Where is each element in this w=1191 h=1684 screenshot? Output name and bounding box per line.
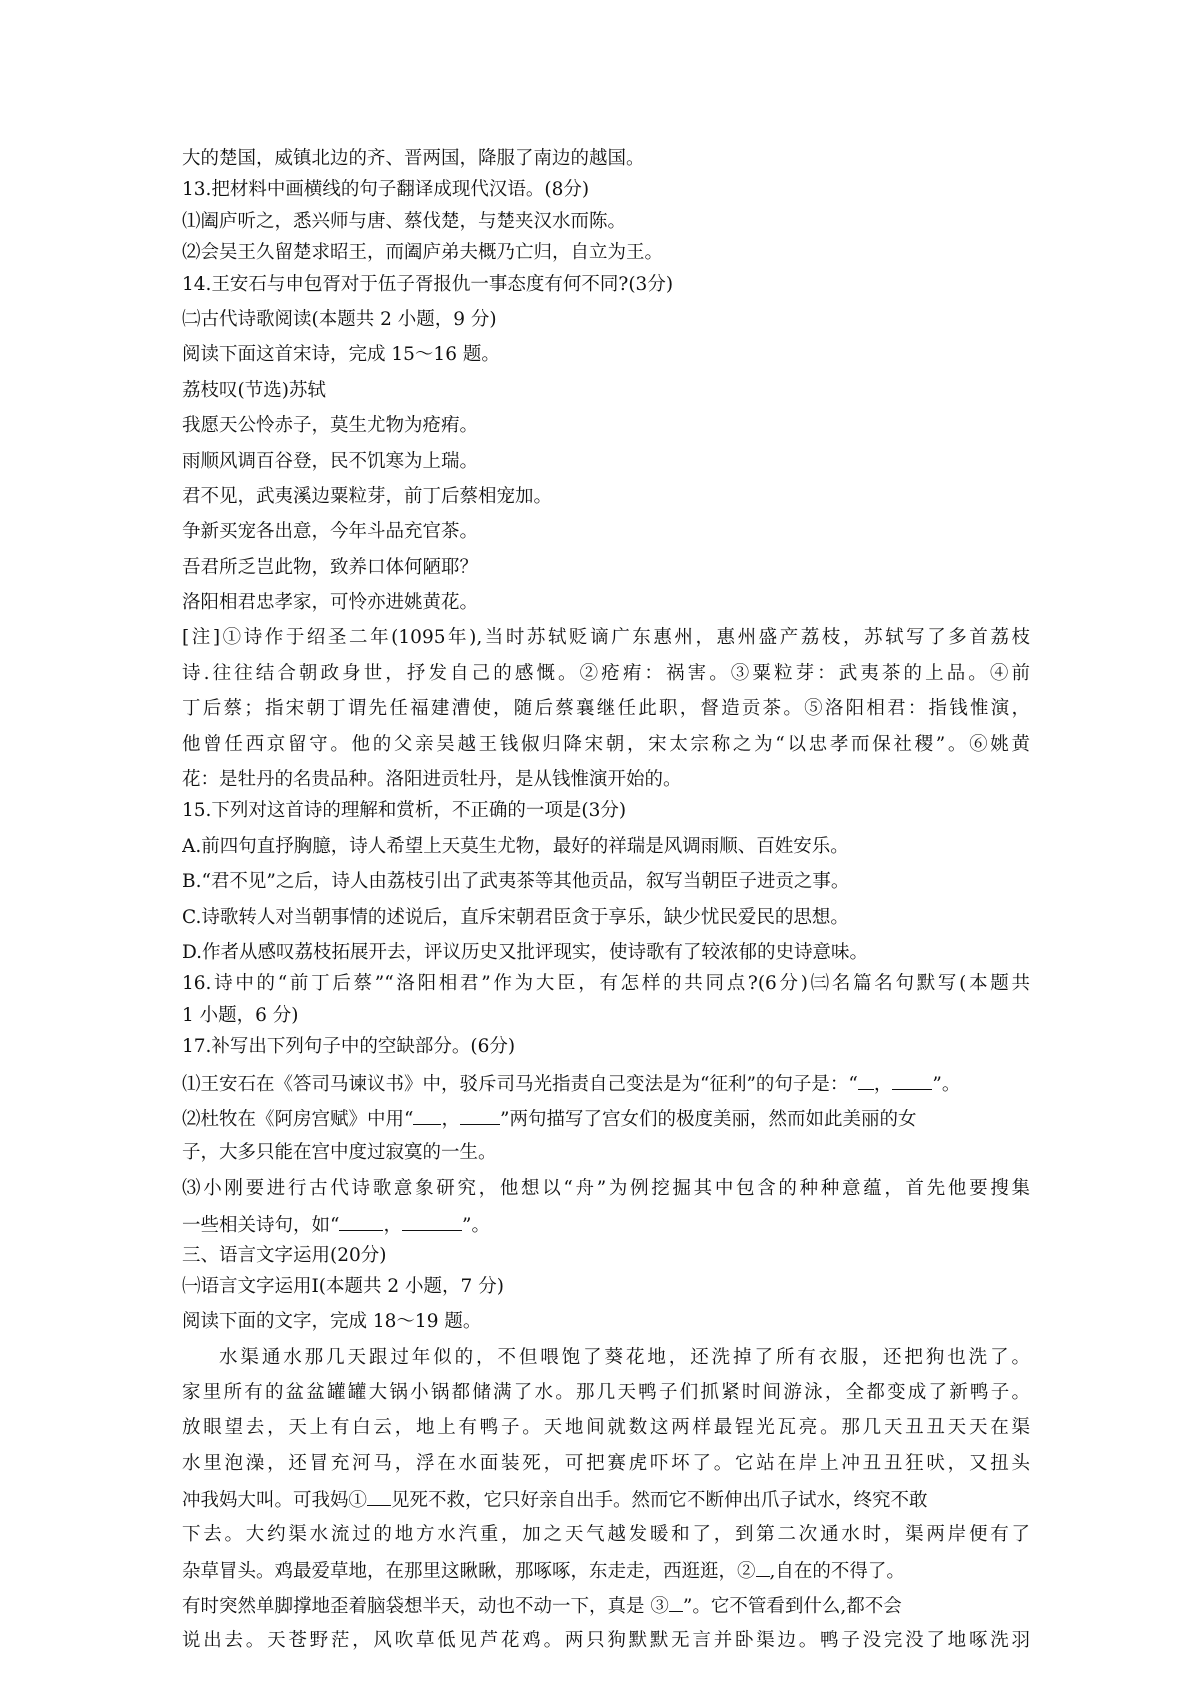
poem-note: [注]①诗作于绍圣二年(1095年),当时苏轼贬谪广东惠州，惠州盛产荔枝，苏轼写了多首荔枝 bbox=[182, 627, 1030, 649]
poem-title: 荔枝叹(节选)苏轼 bbox=[182, 379, 326, 401]
answer-blank[interactable] bbox=[402, 1208, 462, 1231]
passage-line: 水渠通水那几天跟过年似的，不但喂饱了葵花地，还洗掉了所有衣服，还把狗也洗了。 bbox=[219, 1346, 1030, 1368]
question-17-item-2: ⑵杜牧在《阿房宫赋》中用“ ， ”两句描写了宫女们的极度美丽，然而如此美丽的女 bbox=[182, 1102, 1030, 1133]
passage-line: 冲我妈大叫。可我妈① 见死不救，它只好亲自出手。然而它不断伸出爪子试水，终究不敢 bbox=[182, 1483, 1030, 1514]
passage-line: 放眼望去，天上有白云，地上有鸭子。天地间就数这两样最锃光瓦亮。那几天丑丑天天在渠 bbox=[182, 1417, 1030, 1439]
passage-line: 说出去。天苍野茫，风吹草低见芦花鸡。两只狗默默无言并卧渠边。鸭子没完没了地啄洗羽 bbox=[182, 1629, 1030, 1651]
poem-line: 吾君所乏岂此物，致养口体何陋耶？ bbox=[182, 556, 479, 578]
language-instruction: 阅读下面的文字，完成 18～19 题。 bbox=[182, 1311, 482, 1333]
answer-blank[interactable] bbox=[858, 1067, 874, 1090]
answer-blank[interactable] bbox=[339, 1208, 383, 1231]
question-13-item-2: ⑵会吴王久留楚求昭王，而阖庐弟夫概乃亡归，自立为王。 bbox=[182, 242, 664, 264]
question-17-item-2-cont: 子，大多只能在宫中度过寂寞的一生。 bbox=[182, 1142, 497, 1164]
passage-line: 家里所有的盆盆罐罐大锅小锅都储满了水。那几天鸭子们抓紧时间游泳，全都变成了新鸭子。 bbox=[182, 1382, 1030, 1404]
answer-blank[interactable] bbox=[413, 1102, 441, 1125]
answer-blank[interactable] bbox=[460, 1102, 500, 1125]
question-17-item-1: ⑴王安石在《答司马谏议书》中，驳斥司马光指责自己变法是为“征利”的句子是：“ ， ”。 bbox=[182, 1067, 1030, 1098]
answer-blank[interactable] bbox=[756, 1554, 770, 1577]
passage-line: 杂草冒头。鸡最爱草地，在那里这瞅瞅，那啄啄，东走走，西逛逛，② ,自在的不得了。 bbox=[182, 1554, 1030, 1585]
passage-line: 水里泡澡，还冒充河马，浮在水面装死，可把赛虎吓坏了。它站在岸上冲丑丑狂吠，又扭头 bbox=[182, 1452, 1030, 1474]
poem-note: 诗.往往结合朝政身世，抒发自己的感慨。②疮痏：祸害。③粟粒芽：武夷茶的上品。④前 bbox=[182, 662, 1030, 684]
question-17-item-3-cont: 一些相关诗句，如“ ， ”。 bbox=[182, 1208, 1030, 1239]
passage-line: 下去。大约渠水流过的地方水汽重，加之天气越发暖和了，到第二次通水时，渠两岸便有了 bbox=[182, 1523, 1030, 1545]
answer-blank[interactable] bbox=[669, 1589, 683, 1612]
poem-line: 争新买宠各出意，今年斗品充官茶。 bbox=[182, 521, 479, 543]
text-line: 大的楚国，威镇北边的齐、晋两国，降服了南边的越国。 bbox=[182, 148, 645, 169]
passage-line: 有时突然单脚撑地歪着脑袋想半天，动也不动一下，真是 ③ ”。它不管看到什么,都不会 bbox=[182, 1589, 1030, 1620]
poem-line: 雨顺风调百谷登，民不饥寒为上瑞。 bbox=[182, 450, 479, 472]
question-14: 14.王安石与申包胥对于伍子胥报仇一事态度有何不同?(3分) bbox=[182, 273, 674, 295]
answer-blank[interactable] bbox=[367, 1483, 391, 1506]
question-16: 16.诗中的“前丁后蔡”“洛阳相君”作为大臣，有怎样的共同点?(6分)㈢名篇名句默写(本题共 bbox=[182, 973, 1030, 995]
poem-line: 君不见，武夷溪边粟粒芽，前丁后蔡相宠加。 bbox=[182, 485, 553, 507]
poem-note: 他曾任西京留守。他的父亲吴越王钱俶归降宋朝，宋太宗称之为“以忠孝而保社稷”。⑥姚黄 bbox=[182, 733, 1030, 755]
poem-note: 丁后蔡；指宋朝丁谓先任福建漕使，随后蔡襄继任此职，督造贡茶。⑤洛阳相君：指钱惟演， bbox=[182, 698, 1030, 720]
answer-blank[interactable] bbox=[892, 1067, 932, 1090]
option-a: A.前四句直抒胸臆，诗人希望上天莫生尤物，最好的祥瑞是风调雨顺、百姓安乐。 bbox=[182, 835, 849, 857]
text-column bbox=[182, 143, 1030, 1656]
poetry-instruction: 阅读下面这首宋诗，完成 15～16 题。 bbox=[182, 344, 500, 366]
question-17-item-3: ⑶小刚要进行古代诗歌意象研究，他想以“舟”为例挖掘其中包含的种种意蕴，首先他要搜集 bbox=[182, 1177, 1030, 1199]
option-b: B.“君不见”之后，诗人由荔枝引出了武夷茶等其他贡品，叙写当朝臣子进贡之事。 bbox=[182, 871, 850, 893]
question-16-cont: 1 小题，6 分) bbox=[182, 1004, 299, 1026]
question-17-heading: 17.补写出下列句子中的空缺部分。(6分) bbox=[182, 1036, 516, 1058]
poem-line: 洛阳相君忠孝家，可怜亦进姚黄花。 bbox=[182, 592, 479, 614]
section-poetry-heading: ㈡古代诗歌阅读(本题共 2 小题，9 分) bbox=[182, 308, 497, 330]
option-c: C.诗歌转人对当朝事情的述说后，直斥宋朝君臣贪于享乐，缺少忧民爱民的思想。 bbox=[182, 906, 849, 928]
section-language-heading: 三、语言文字运用(20分) bbox=[182, 1244, 387, 1266]
question-13-item-1: ⑴阖庐听之，悉兴师与唐、蔡伐楚，与楚夹汉水而陈。 bbox=[182, 210, 627, 232]
option-d: D.作者从感叹荔枝拓展开去，评议历史又批评现实，使诗歌有了较浓郁的史诗意味。 bbox=[182, 941, 869, 963]
question-15: 15.下列对这首诗的理解和赏析，不正确的一项是(3分) bbox=[182, 800, 627, 822]
question-13-heading: 13.把材料中画横线的句子翻译成现代汉语。(8分) bbox=[182, 179, 590, 201]
poem-line: 我愿天公怜赤子，莫生尤物为疮痏。 bbox=[182, 415, 479, 437]
poem-note: 花：是牡丹的名贵品种。洛阳进贡牡丹，是从钱惟演开始的。 bbox=[182, 769, 682, 791]
subsection-language-heading: ㈠语言文字运用Ⅰ(本题共 2 小题，7 分) bbox=[182, 1275, 504, 1297]
